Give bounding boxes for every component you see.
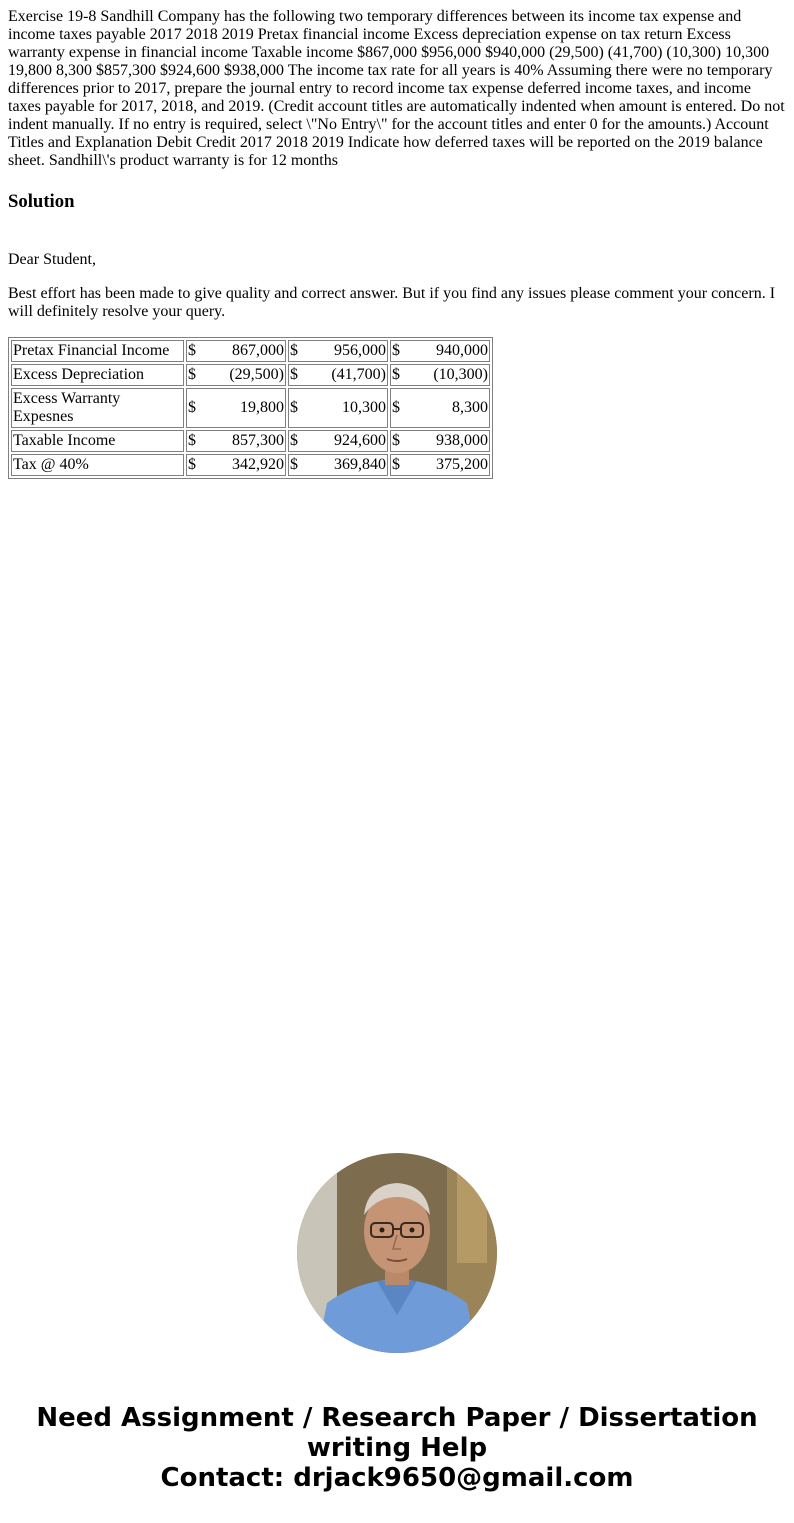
salutation-text: Dear Student, bbox=[8, 251, 96, 268]
currency-symbol: $ bbox=[188, 456, 196, 473]
amount-value: 867,000 bbox=[232, 342, 284, 359]
author-photo-illustration bbox=[297, 1153, 497, 1353]
table-cell bbox=[288, 388, 388, 428]
table-cell bbox=[288, 340, 388, 362]
table-row bbox=[11, 364, 490, 386]
amount-value: (29,500) bbox=[229, 366, 284, 383]
amount-value: 938,000 bbox=[436, 432, 488, 449]
currency-symbol: $ bbox=[392, 432, 400, 449]
row-label: Pretax Financial Income bbox=[11, 340, 184, 362]
table-cell bbox=[186, 454, 286, 476]
table-cell bbox=[186, 340, 286, 362]
table-row bbox=[11, 340, 490, 362]
currency-symbol: $ bbox=[392, 366, 400, 383]
table-cell bbox=[288, 454, 388, 476]
currency-symbol: $ bbox=[188, 342, 196, 359]
currency-symbol: $ bbox=[290, 432, 298, 449]
table-row bbox=[11, 430, 490, 452]
amount-value: 857,300 bbox=[232, 432, 284, 449]
amount-value: 10,300 bbox=[342, 399, 386, 416]
currency-symbol: $ bbox=[290, 366, 298, 383]
table-cell bbox=[390, 388, 490, 428]
table-cell bbox=[186, 388, 286, 428]
table-cell bbox=[186, 364, 286, 386]
currency-symbol: $ bbox=[290, 456, 298, 473]
row-label: Excess Depreciation bbox=[11, 364, 184, 386]
tax-calculation-table bbox=[8, 337, 493, 479]
contact-line: Contact: drjack9650@gmail.com bbox=[160, 1463, 634, 1493]
amount-value: 19,800 bbox=[240, 399, 284, 416]
amount-value: (10,300) bbox=[433, 366, 488, 383]
currency-symbol: $ bbox=[188, 399, 196, 416]
amount-value: 924,600 bbox=[334, 432, 386, 449]
table-row bbox=[11, 388, 490, 428]
table-cell bbox=[288, 430, 388, 452]
amount-value: 956,000 bbox=[334, 342, 386, 359]
row-label: Excess Warranty Expesnes bbox=[11, 388, 184, 428]
table-cell bbox=[390, 454, 490, 476]
amount-value: (41,700) bbox=[331, 366, 386, 383]
table-cell bbox=[390, 364, 490, 386]
table-cell bbox=[390, 430, 490, 452]
solution-heading: Solution bbox=[8, 191, 75, 212]
amount-value: 342,920 bbox=[232, 456, 284, 473]
currency-symbol: $ bbox=[392, 399, 400, 416]
note-text: Best effort has been made to give quality and correct answer. But if you find any issues please comment your concern. I will definitely resolve your query. bbox=[8, 285, 776, 320]
currency-symbol: $ bbox=[392, 342, 400, 359]
currency-symbol: $ bbox=[290, 342, 298, 359]
promo-line: Need Assignment / Research Paper / Dissertation bbox=[36, 1403, 758, 1433]
amount-value: 8,300 bbox=[452, 399, 488, 416]
currency-symbol: $ bbox=[188, 432, 196, 449]
promo-banner bbox=[0, 1403, 794, 1493]
amount-value: 375,200 bbox=[436, 456, 488, 473]
currency-symbol: $ bbox=[188, 366, 196, 383]
amount-value: 369,840 bbox=[334, 456, 386, 473]
document-content bbox=[8, 8, 786, 479]
table-cell bbox=[186, 430, 286, 452]
table-row bbox=[11, 454, 490, 476]
row-label: Taxable Income bbox=[11, 430, 184, 452]
currency-symbol: $ bbox=[290, 399, 298, 416]
promo-line: writing Help bbox=[306, 1433, 488, 1463]
table-cell bbox=[390, 340, 490, 362]
currency-symbol: $ bbox=[392, 456, 400, 473]
amount-value: 940,000 bbox=[436, 342, 488, 359]
author-avatar bbox=[297, 1153, 497, 1353]
row-label: Tax @ 40% bbox=[11, 454, 184, 476]
question-text: Exercise 19-8 Sandhill Company has the following two temporary differences between its income tax expense and income taxes payable 2017 2018 2019 Pretax financial income Excess depreciation expense on tax return Excess warranty expense in financial income Taxable income $867,000 $956,000 $940,000 (29,500) (41,700) (10,300) 10,300 19,800 8,300 $857,300 $924,600 $938,000 The income tax rate for all years is 40% Assuming there were no temporary differences prior to 2017, prepare the journal entry to record income tax expense deferred income taxes, and income taxes payable for 2017, 2018, and 2019. (Credit account titles are automatically indented when amount is entered. Do not indent manually. If no entry is required, select \"No Entry\" for the account titles and enter 0 for the amounts.) Account Titles and Explanation Debit Credit 2017 2018 2019 Indicate how deferred taxes will be reported on the 2019 balance sheet. Sandhill\'s product warranty is for 12 months bbox=[8, 8, 785, 169]
table-cell bbox=[288, 364, 388, 386]
